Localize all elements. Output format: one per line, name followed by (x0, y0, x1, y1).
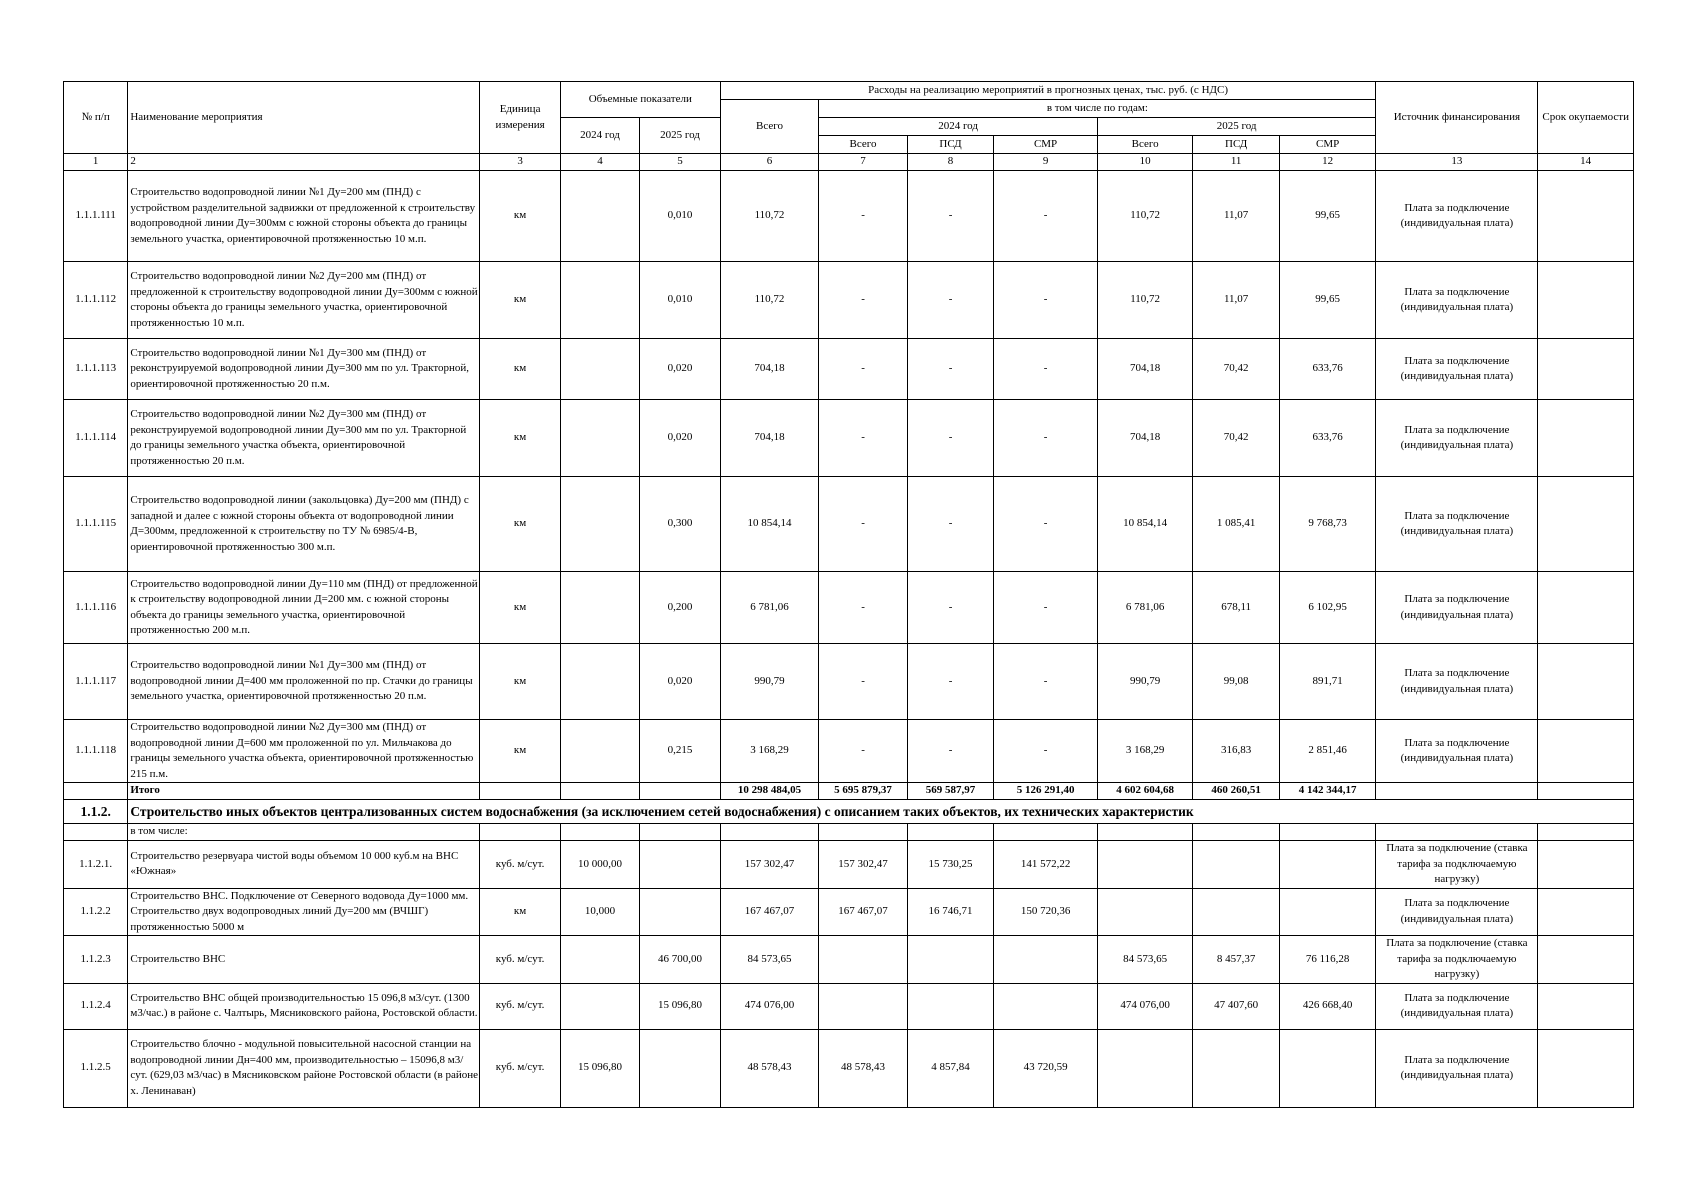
col-number: 4 (560, 154, 639, 171)
row-2024-smr: - (994, 262, 1098, 339)
row-volume-2025 (640, 1029, 720, 1107)
row-total: 84 573,65 (720, 936, 819, 984)
row-name: Строительство блочно - модульной повысительной насосной станции на водопроводной линии Дн=400 мм, производительностью – 15096,8 м3/сут. (629,03 м3/час) в Мясниковском районе Ростовской области (в районе х. Ленинаван) (128, 1029, 480, 1107)
table-row (64, 171, 1634, 262)
col-number: 9 (994, 154, 1098, 171)
row-number: 1.1.2.5 (64, 1029, 128, 1107)
row-unit: км (480, 644, 560, 720)
row-2024-total (819, 983, 908, 1029)
row-volume-2025: 0,020 (640, 400, 720, 477)
row-volume-2024: 10 000,00 (560, 841, 639, 889)
row-2024-total: - (819, 339, 908, 400)
row-2025-psd (1193, 888, 1279, 936)
row-2024-psd: - (907, 720, 993, 783)
row-2025-psd: 8 457,37 (1193, 936, 1279, 984)
row-2025-total: 990,79 (1097, 644, 1193, 720)
row-2024-psd: - (907, 572, 993, 644)
totals-and-section (64, 783, 1634, 841)
itogo-2025-psd: 460 260,51 (1193, 783, 1279, 800)
col-number: 6 (720, 154, 819, 171)
itogo-2025-smr: 4 142 344,17 (1279, 783, 1376, 800)
row-total: 6 781,06 (720, 572, 819, 644)
row-2025-smr: 2 851,46 (1279, 720, 1376, 783)
col-number: 5 (640, 154, 720, 171)
row-name: Строительство водопроводной линии Ду=110 мм (ПНД) от предложенной к строительству водопроводной линии Д=200 мм. с южной стороны объекта до границы земельного участка, ориентировочной протяженностью 200 м.п. (128, 572, 480, 644)
row-name: Строительство ВНС. Подключение от Северного водовода Ду=1000 мм. Строительство двух водопроводных линий Ду=200 мм (ВЧШГ) протяженностью 5000 м (128, 888, 480, 936)
row-2024-smr: 43 720,59 (994, 1029, 1098, 1107)
row-total: 474 076,00 (720, 983, 819, 1029)
investment-program-table (63, 81, 1634, 1108)
section-1-1-1-rows (64, 171, 1634, 783)
row-number: 1.1.1.116 (64, 572, 128, 644)
row-source: Плата за подключение (индивидуальная плата) (1376, 888, 1538, 936)
header-name: Наименование мероприятия (128, 82, 480, 154)
row-2024-psd: 16 746,71 (907, 888, 993, 936)
row-name: Строительство ВНС общей производительностью 15 096,8 м3/сут. (1300 м3/час.) в районе с. Чалтырь, Мясниковского района, Ростовской области. (128, 983, 480, 1029)
row-volume-2024 (560, 720, 639, 783)
row-2025-smr (1279, 888, 1376, 936)
header-by-years: в том числе по годам: (819, 100, 1376, 118)
row-name: Строительство водопроводной линии №1 Ду=200 мм (ПНД) с устройством разделительной задвижки от предложенной к строительству водопроводной линии Ду=300мм с южной стороны объекта до границы земельного участка, ориентировочной протяженностью 10 м.п. (128, 171, 480, 262)
row-2024-psd (907, 936, 993, 984)
row-volume-2024 (560, 936, 639, 984)
row-volume-2024 (560, 339, 639, 400)
row-2024-total: 48 578,43 (819, 1029, 908, 1107)
row-2025-smr: 426 668,40 (1279, 983, 1376, 1029)
row-payback (1538, 572, 1634, 644)
header-2025-psd: ПСД (1193, 136, 1279, 154)
row-volume-2025: 0,215 (640, 720, 720, 783)
row-2025-smr: 99,65 (1279, 262, 1376, 339)
row-2025-psd (1193, 1029, 1279, 1107)
col-number: 1 (64, 154, 128, 171)
row-2024-smr (994, 936, 1098, 984)
header-volume: Объемные показатели (560, 82, 720, 118)
row-2024-smr: - (994, 572, 1098, 644)
row-2024-total: - (819, 171, 908, 262)
row-2025-psd: 70,42 (1193, 400, 1279, 477)
row-2025-psd: 11,07 (1193, 262, 1279, 339)
row-2024-smr: - (994, 339, 1098, 400)
row-2025-total: 10 854,14 (1097, 477, 1193, 572)
header-num: № п/п (64, 82, 128, 154)
row-payback (1538, 400, 1634, 477)
row-payback (1538, 983, 1634, 1029)
row-volume-2024 (560, 983, 639, 1029)
row-2024-smr (994, 983, 1098, 1029)
row-source: Плата за подключение (индивидуальная плата) (1376, 983, 1538, 1029)
row-source: Плата за подключение (индивидуальная плата) (1376, 262, 1538, 339)
col-number: 8 (907, 154, 993, 171)
itogo-2024-total: 5 695 879,37 (819, 783, 908, 800)
row-payback (1538, 936, 1634, 984)
row-unit: км (480, 171, 560, 262)
row-volume-2024: 10,000 (560, 888, 639, 936)
row-unit: куб. м/сут. (480, 936, 560, 984)
header-costs: Расходы на реализацию мероприятий в прогнозных ценах, тыс. руб. (с НДС) (720, 82, 1376, 100)
row-payback (1538, 262, 1634, 339)
row-payback (1538, 171, 1634, 262)
row-2024-smr: - (994, 720, 1098, 783)
row-2024-psd: - (907, 477, 993, 572)
row-source: Плата за подключение (индивидуальная плата) (1376, 171, 1538, 262)
table-row (64, 400, 1634, 477)
row-number: 1.1.1.118 (64, 720, 128, 783)
row-name: Строительство водопроводной линии (закольцовка) Ду=200 мм (ПНД) с западной и далее с южной стороны объекта от водопроводной линии Д=300мм, предложенной к строительству по ТУ № 6985/4-В, ориентировочной протяженностью 300 м.п. (128, 477, 480, 572)
section-number: 1.1.2. (64, 800, 128, 824)
row-payback (1538, 477, 1634, 572)
row-2024-smr: - (994, 644, 1098, 720)
row-source: Плата за подключение (индивидуальная плата) (1376, 572, 1538, 644)
row-2024-total: - (819, 720, 908, 783)
row-2025-total: 84 573,65 (1097, 936, 1193, 984)
row-2024-smr: - (994, 171, 1098, 262)
row-volume-2025: 0,200 (640, 572, 720, 644)
row-2024-total: - (819, 644, 908, 720)
row-volume-2025: 0,020 (640, 339, 720, 400)
header-payback: Срок окупаемости (1538, 82, 1634, 154)
header-total: Всего (720, 100, 819, 154)
row-2025-smr: 633,76 (1279, 400, 1376, 477)
row-2024-total: - (819, 262, 908, 339)
row-name: Строительство водопроводной линии №1 Ду=300 мм (ПНД) от реконструируемой водопроводной линии Ду=300 мм по ул. Тракторной, ориентировочной протяженностью 20 п.м. (128, 339, 480, 400)
col-number: 7 (819, 154, 908, 171)
row-source: Плата за подключение (индивидуальная плата) (1376, 644, 1538, 720)
row-unit: км (480, 572, 560, 644)
row-2025-total: 6 781,06 (1097, 572, 1193, 644)
row-2024-total: - (819, 400, 908, 477)
including-row (64, 824, 1634, 841)
row-payback (1538, 720, 1634, 783)
table-row (64, 720, 1634, 783)
section-row (64, 800, 1634, 824)
row-unit: куб. м/сут. (480, 841, 560, 889)
col-number: 12 (1279, 154, 1376, 171)
row-2024-smr: - (994, 400, 1098, 477)
row-2025-smr: 633,76 (1279, 339, 1376, 400)
header-2024-total: Всего (819, 136, 908, 154)
itogo-2024-smr: 5 126 291,40 (994, 783, 1098, 800)
row-2024-psd: - (907, 262, 993, 339)
row-2025-smr: 76 116,28 (1279, 936, 1376, 984)
row-volume-2025: 0,020 (640, 644, 720, 720)
row-volume-2025 (640, 841, 720, 889)
row-2025-total: 704,18 (1097, 339, 1193, 400)
column-numbers-row (64, 154, 1634, 171)
row-source: Плата за подключение (ставка тарифа за подключаемую нагрузку) (1376, 936, 1538, 984)
row-2024-total (819, 936, 908, 984)
row-2025-total: 474 076,00 (1097, 983, 1193, 1029)
row-2024-smr: - (994, 477, 1098, 572)
col-number: 10 (1097, 154, 1193, 171)
itogo-label: Итого (128, 783, 480, 800)
row-total: 990,79 (720, 644, 819, 720)
row-total: 167 467,07 (720, 888, 819, 936)
row-unit: км (480, 262, 560, 339)
row-payback (1538, 888, 1634, 936)
row-2025-psd: 11,07 (1193, 171, 1279, 262)
row-source: Плата за подключение (индивидуальная плата) (1376, 339, 1538, 400)
row-2024-total: 157 302,47 (819, 841, 908, 889)
table-row (64, 339, 1634, 400)
row-number: 1.1.2.2 (64, 888, 128, 936)
row-unit: куб. м/сут. (480, 983, 560, 1029)
row-2025-smr (1279, 1029, 1376, 1107)
row-2025-smr: 891,71 (1279, 644, 1376, 720)
row-volume-2024 (560, 644, 639, 720)
row-name: Строительство водопроводной линии №2 Ду=300 мм (ПНД) от реконструируемой водопроводной линии Ду=300 мм по ул. Тракторной до границы земельного участка объекта, ориентировочной протяженностью 20 п.м. (128, 400, 480, 477)
row-2025-smr (1279, 841, 1376, 889)
table-row (64, 1029, 1634, 1107)
row-source: Плата за подключение (индивидуальная плата) (1376, 477, 1538, 572)
row-number: 1.1.1.112 (64, 262, 128, 339)
row-2024-smr: 150 720,36 (994, 888, 1098, 936)
row-total: 704,18 (720, 339, 819, 400)
table-row (64, 983, 1634, 1029)
row-volume-2025: 0,010 (640, 262, 720, 339)
row-volume-2025: 0,300 (640, 477, 720, 572)
row-unit: км (480, 339, 560, 400)
row-source: Плата за подключение (индивидуальная плата) (1376, 400, 1538, 477)
row-volume-2024 (560, 477, 639, 572)
row-name: Строительство резервуара чистой воды объемом 10 000 куб.м на ВНС «Южная» (128, 841, 480, 889)
row-unit: куб. м/сут. (480, 1029, 560, 1107)
row-2025-psd (1193, 841, 1279, 889)
table-row (64, 644, 1634, 720)
row-total: 110,72 (720, 171, 819, 262)
itogo-row (64, 783, 1634, 800)
row-total: 110,72 (720, 262, 819, 339)
table-row (64, 572, 1634, 644)
row-2025-total: 3 168,29 (1097, 720, 1193, 783)
header-2025-total: Всего (1097, 136, 1193, 154)
row-name: Строительство водопроводной линии №2 Ду=200 мм (ПНД) от предложенной к строительству водопроводной линии Ду=300мм с южной стороны объекта до границы земельного участка, ориентировочной протяженностью 10 м.п. (128, 262, 480, 339)
header-2024-smr: СМР (994, 136, 1098, 154)
row-2025-smr: 6 102,95 (1279, 572, 1376, 644)
itogo-2024-psd: 569 587,97 (907, 783, 993, 800)
row-2025-total (1097, 841, 1193, 889)
table-row (64, 936, 1634, 984)
table-row (64, 262, 1634, 339)
row-payback (1538, 644, 1634, 720)
row-unit: км (480, 477, 560, 572)
row-2024-total: - (819, 477, 908, 572)
header-cost-2024: 2024 год (819, 118, 1098, 136)
row-volume-2025: 15 096,80 (640, 983, 720, 1029)
section-title: Строительство иных объектов централизованных систем водоснабжения (за исключением сетей водоснабжения) с описанием таких объектов, их технических характеристик (128, 800, 1634, 824)
row-payback (1538, 841, 1634, 889)
row-2024-psd: 15 730,25 (907, 841, 993, 889)
row-2025-total: 704,18 (1097, 400, 1193, 477)
table-row (64, 888, 1634, 936)
row-2024-total: 167 467,07 (819, 888, 908, 936)
row-2024-psd: - (907, 171, 993, 262)
row-volume-2024 (560, 171, 639, 262)
col-number: 2 (128, 154, 480, 171)
row-number: 1.1.1.115 (64, 477, 128, 572)
row-2025-psd: 99,08 (1193, 644, 1279, 720)
row-number: 1.1.2.1. (64, 841, 128, 889)
row-number: 1.1.1.111 (64, 171, 128, 262)
table-header (64, 82, 1634, 171)
row-number: 1.1.2.4 (64, 983, 128, 1029)
row-source: Плата за подключение (ставка тарифа за подключаемую нагрузку) (1376, 841, 1538, 889)
row-2025-psd: 678,11 (1193, 572, 1279, 644)
row-2024-psd (907, 983, 993, 1029)
row-2024-psd: - (907, 400, 993, 477)
row-number: 1.1.1.113 (64, 339, 128, 400)
row-unit: км (480, 888, 560, 936)
row-source: Плата за подключение (индивидуальная плата) (1376, 720, 1538, 783)
row-2025-total (1097, 888, 1193, 936)
header-2025-smr: СМР (1279, 136, 1376, 154)
row-payback (1538, 339, 1634, 400)
row-2025-psd: 47 407,60 (1193, 983, 1279, 1029)
row-2024-psd: 4 857,84 (907, 1029, 993, 1107)
including-label: в том числе: (128, 824, 480, 841)
header-source: Источник финансирования (1376, 82, 1538, 154)
row-number: 1.1.1.114 (64, 400, 128, 477)
row-2024-total: - (819, 572, 908, 644)
row-name: Строительство водопроводной линии №1 Ду=300 мм (ПНД) от водопроводной линии Д=400 мм проложенной по пр. Стачки до границы земельного участка, ориентировочной протяженностью 20 п.м. (128, 644, 480, 720)
row-volume-2024 (560, 262, 639, 339)
row-total: 157 302,47 (720, 841, 819, 889)
row-2025-total: 110,72 (1097, 262, 1193, 339)
row-total: 704,18 (720, 400, 819, 477)
col-number: 3 (480, 154, 560, 171)
header-vol-2024: 2024 год (560, 118, 639, 154)
section-1-1-2-rows (64, 841, 1634, 1108)
row-volume-2025: 46 700,00 (640, 936, 720, 984)
row-2025-psd: 316,83 (1193, 720, 1279, 783)
row-2024-psd: - (907, 339, 993, 400)
header-vol-2025: 2025 год (640, 118, 720, 154)
row-2024-psd: - (907, 644, 993, 720)
col-number: 13 (1376, 154, 1538, 171)
row-2025-smr: 9 768,73 (1279, 477, 1376, 572)
row-number: 1.1.2.3 (64, 936, 128, 984)
row-2025-psd: 70,42 (1193, 339, 1279, 400)
row-2025-total: 110,72 (1097, 171, 1193, 262)
row-2025-total (1097, 1029, 1193, 1107)
row-source: Плата за подключение (индивидуальная плата) (1376, 1029, 1538, 1107)
row-total: 48 578,43 (720, 1029, 819, 1107)
table-row (64, 477, 1634, 572)
row-volume-2024: 15 096,80 (560, 1029, 639, 1107)
row-number: 1.1.1.117 (64, 644, 128, 720)
row-name: Строительство ВНС (128, 936, 480, 984)
col-number: 14 (1538, 154, 1634, 171)
header-cost-2025: 2025 год (1097, 118, 1376, 136)
row-2024-smr: 141 572,22 (994, 841, 1098, 889)
row-volume-2024 (560, 400, 639, 477)
row-unit: км (480, 720, 560, 783)
row-total: 3 168,29 (720, 720, 819, 783)
header-2024-psd: ПСД (907, 136, 993, 154)
table-row (64, 841, 1634, 889)
header-unit: Единица измерения (480, 82, 560, 154)
col-number: 11 (1193, 154, 1279, 171)
row-2025-smr: 99,65 (1279, 171, 1376, 262)
row-volume-2024 (560, 572, 639, 644)
row-payback (1538, 1029, 1634, 1107)
row-2025-psd: 1 085,41 (1193, 477, 1279, 572)
row-volume-2025 (640, 888, 720, 936)
row-total: 10 854,14 (720, 477, 819, 572)
row-volume-2025: 0,010 (640, 171, 720, 262)
itogo-total: 10 298 484,05 (720, 783, 819, 800)
row-unit: км (480, 400, 560, 477)
itogo-2025-total: 4 602 604,68 (1097, 783, 1193, 800)
row-name: Строительство водопроводной линии №2 Ду=300 мм (ПНД) от водопроводной линии Д=600 мм проложенной по ул. Мильчакова до границы земельного участка объекта, ориентировочной протяженностью 215 п.м. (128, 720, 480, 783)
